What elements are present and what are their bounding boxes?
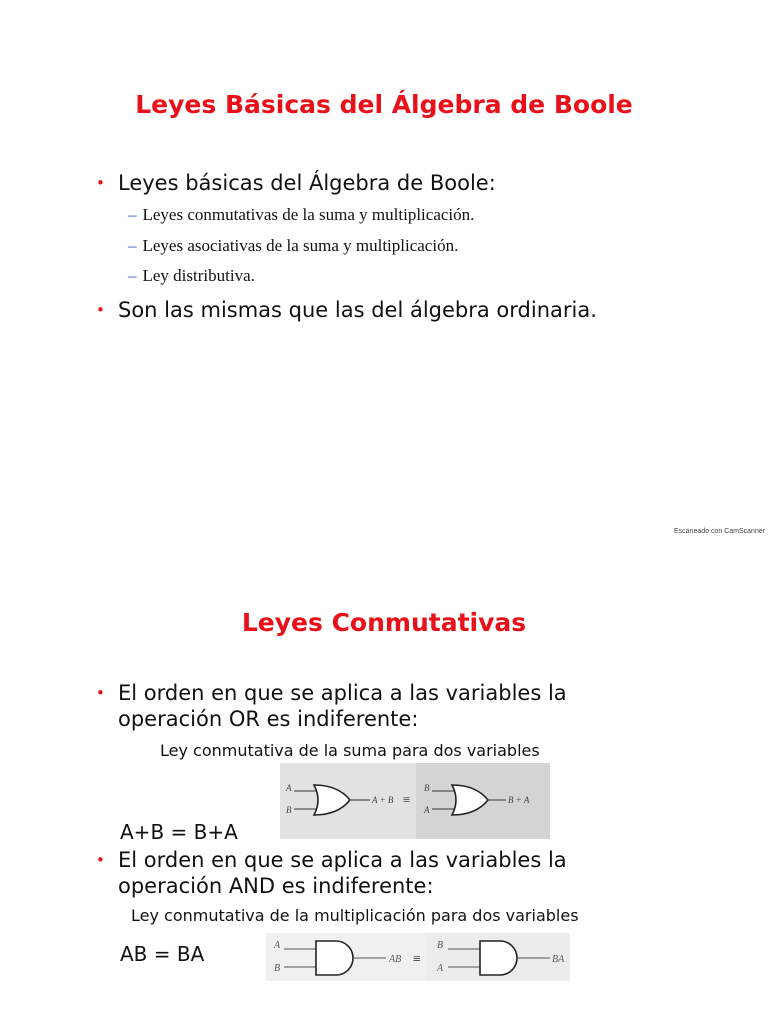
input-label: B <box>286 805 292 815</box>
input-label: A <box>274 940 281 951</box>
output-label: AB <box>389 954 402 965</box>
caption-and: Ley conmutativa de la multiplicación para dos variables <box>131 906 579 925</box>
bullet-dot-icon: • <box>96 174 105 192</box>
sub-item-text: Leyes asociativas de la suma y multiplicación. <box>142 236 459 255</box>
input-label: B <box>274 963 281 974</box>
equiv-symbol: ≡ <box>412 952 422 967</box>
dash-icon: – <box>128 205 137 224</box>
sub-item-1 <box>128 205 474 225</box>
output-label: B + A <box>508 795 530 805</box>
and-gate-figure <box>266 933 570 985</box>
bullet-dot-icon: • <box>96 684 105 702</box>
bullet-line: El orden en que se aplica a las variables la <box>118 681 567 705</box>
input-label: A <box>424 805 430 815</box>
dash-icon: – <box>128 236 137 255</box>
input-label: B <box>437 940 444 951</box>
bullet-dot-icon: • <box>96 851 105 869</box>
slide2-bullet-and <box>96 847 567 899</box>
slide1-title: Leyes Básicas del Álgebra de Boole <box>135 90 633 119</box>
bullet-text <box>118 680 567 732</box>
bullet-text: Son las mismas que las del álgebra ordinaria. <box>118 298 597 322</box>
and-gate-icon <box>480 941 517 975</box>
slide2-bullet-or <box>96 680 567 732</box>
bullet-text: Leyes básicas del Álgebra de Boole: <box>118 171 496 195</box>
sub-item-3 <box>128 266 255 286</box>
equation-or: A+B = B+A <box>120 820 238 844</box>
or-gate-figure <box>280 763 550 843</box>
sub-item-text: Leyes conmutativas de la suma y multiplicación. <box>142 205 475 224</box>
bullet-dot-icon: • <box>96 301 105 319</box>
slide1-bullet-1 <box>96 170 496 196</box>
bullet-line: El orden en que se aplica a las variables la <box>118 848 567 872</box>
slide1-bullet-2 <box>96 297 597 323</box>
and-gate-icon <box>316 941 353 975</box>
sub-item-2 <box>128 236 458 256</box>
equation-and: AB = BA <box>120 942 205 966</box>
output-label: A + B <box>372 795 394 805</box>
equiv-symbol: ≡ <box>402 792 411 807</box>
caption-or: Ley conmutativa de la suma para dos variables <box>160 741 540 760</box>
sub-item-text: Ley distributiva. <box>142 266 255 285</box>
bullet-line: operación AND es indiferente: <box>118 874 434 898</box>
output-label: BA <box>552 954 565 965</box>
bullet-line: operación OR es indiferente: <box>118 707 419 731</box>
dash-icon: – <box>128 266 137 285</box>
or-gate-diagram <box>280 763 550 839</box>
scanner-watermark: Escaneado con CamScanner <box>674 528 766 535</box>
input-label: A <box>286 783 292 793</box>
input-label: A <box>437 963 444 974</box>
bullet-text <box>118 847 567 899</box>
slide2-title: Leyes Conmutativas <box>241 608 527 637</box>
input-label: B <box>424 783 430 793</box>
and-gate-diagram <box>266 933 570 981</box>
